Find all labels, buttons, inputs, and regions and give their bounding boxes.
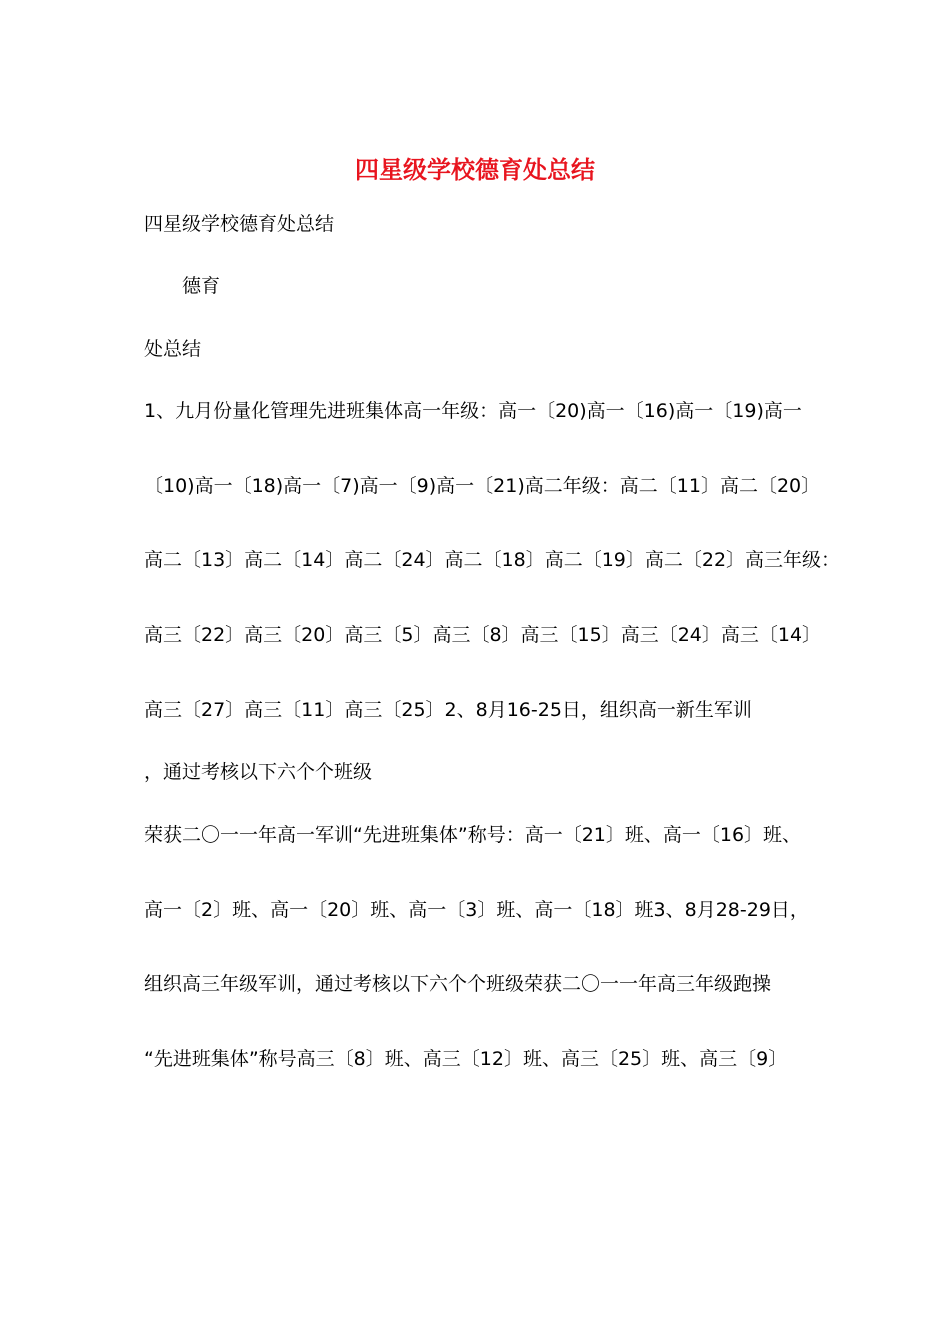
document-title: 四星级学校德育处总结 <box>355 156 595 184</box>
text-line-item-3: 高一〔2〕班、高一〔20〕班、高一〔3〕班、高一〔18〕班3、8月28-29日， <box>144 899 809 921</box>
text-line-subtitle: 四星级学校德育处总结 <box>144 213 335 235</box>
text-line: 高二〔13〕高二〔14〕高二〔24〕高二〔18〕高二〔19〕高二〔22〕高三年级： <box>144 549 841 571</box>
text-line: 组织高三年级军训，通过考核以下六个个班级荣获二〇一一年高三年级跑操 <box>144 973 772 995</box>
text-line-item-2: 高三〔27〕高三〔11〕高三〔25〕2、8月16-25日，组织高一新生军训 <box>144 699 752 721</box>
text-line: ，通过考核以下六个个班级 <box>144 761 373 783</box>
text-line: 高三〔22〕高三〔20〕高三〔5〕高三〔8〕高三〔15〕高三〔24〕高三〔14〕 <box>144 624 822 646</box>
text-line-heading-deyu: 德育 <box>182 275 221 297</box>
text-line: “先进班集体”称号高三〔8〕班、高三〔12〕班、高三〔25〕班、高三〔9〕 <box>144 1048 788 1070</box>
text-line: 荣获二〇一一年高一军训“先进班集体”称号：高一〔21〕班、高一〔16〕班、 <box>144 824 802 846</box>
text-line: 〔10)高一〔18)高一〔7)高一〔9)高一〔21)高二年级：高二〔11〕高二〔20〕 <box>144 475 821 497</box>
text-line-item-1: 1、九月份量化管理先进班集体高一年级：高一〔20)高一〔16)高一〔19)高一 <box>144 400 802 422</box>
text-line-heading-summary: 处总结 <box>144 338 202 360</box>
